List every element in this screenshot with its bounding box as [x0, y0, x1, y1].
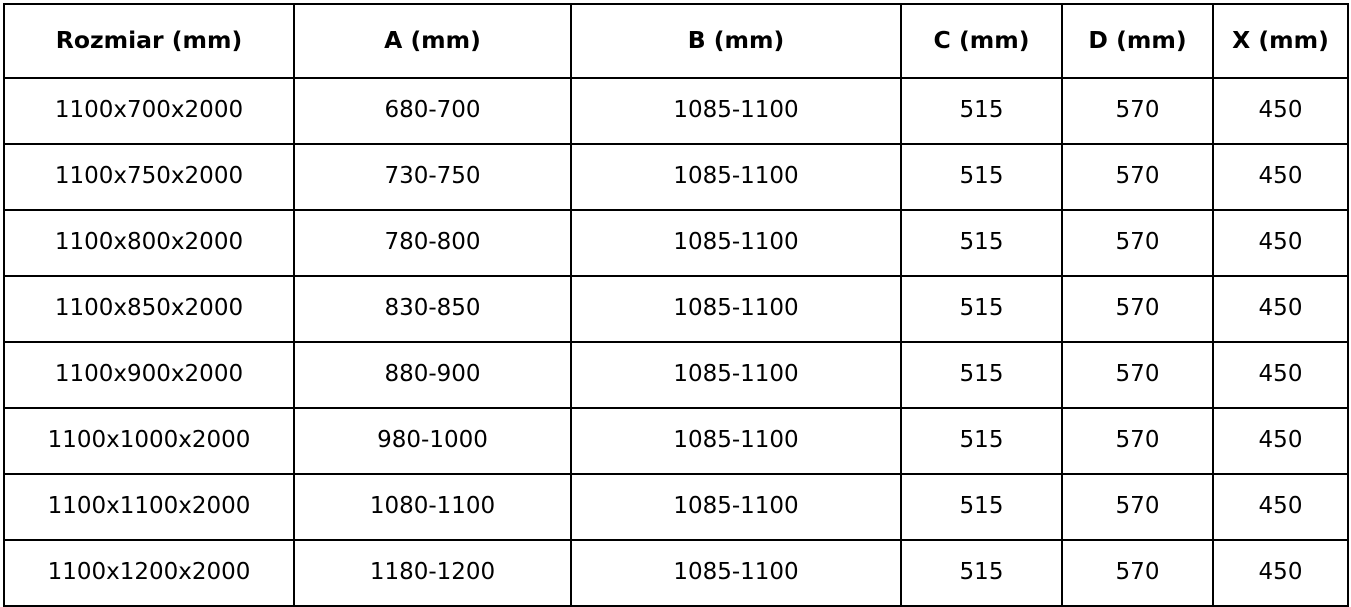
cell-x: 450	[1213, 474, 1348, 540]
cell-d: 570	[1062, 276, 1213, 342]
cell-b: 1085-1100	[571, 78, 901, 144]
specification-table	[3, 3, 1349, 607]
cell-b: 1085-1100	[571, 144, 901, 210]
cell-x: 450	[1213, 342, 1348, 408]
cell-c: 515	[901, 342, 1062, 408]
cell-b: 1085-1100	[571, 276, 901, 342]
cell-x: 450	[1213, 540, 1348, 606]
cell-b: 1085-1100	[571, 408, 901, 474]
cell-c: 515	[901, 540, 1062, 606]
table-row	[4, 144, 1348, 210]
cell-c: 515	[901, 210, 1062, 276]
cell-rozmiar: 1100x1200x2000	[4, 540, 294, 606]
cell-a: 880-900	[294, 342, 571, 408]
cell-d: 570	[1062, 210, 1213, 276]
cell-a: 830-850	[294, 276, 571, 342]
cell-rozmiar: 1100x900x2000	[4, 342, 294, 408]
cell-c: 515	[901, 78, 1062, 144]
cell-d: 570	[1062, 540, 1213, 606]
cell-d: 570	[1062, 408, 1213, 474]
cell-b: 1085-1100	[571, 210, 901, 276]
cell-x: 450	[1213, 144, 1348, 210]
cell-rozmiar: 1100x850x2000	[4, 276, 294, 342]
table-row	[4, 408, 1348, 474]
cell-a: 1180-1200	[294, 540, 571, 606]
table-row	[4, 210, 1348, 276]
cell-x: 450	[1213, 276, 1348, 342]
table-row	[4, 78, 1348, 144]
cell-b: 1085-1100	[571, 342, 901, 408]
cell-rozmiar: 1100x700x2000	[4, 78, 294, 144]
cell-d: 570	[1062, 474, 1213, 540]
column-header-rozmiar: Rozmiar (mm)	[4, 4, 294, 78]
column-header-x: X (mm)	[1213, 4, 1348, 78]
column-header-b: B (mm)	[571, 4, 901, 78]
table-header	[4, 4, 1348, 78]
cell-rozmiar: 1100x750x2000	[4, 144, 294, 210]
cell-rozmiar: 1100x1000x2000	[4, 408, 294, 474]
cell-a: 730-750	[294, 144, 571, 210]
table-row	[4, 474, 1348, 540]
cell-rozmiar: 1100x1100x2000	[4, 474, 294, 540]
column-header-d: D (mm)	[1062, 4, 1213, 78]
table-row	[4, 276, 1348, 342]
cell-a: 680-700	[294, 78, 571, 144]
cell-x: 450	[1213, 210, 1348, 276]
cell-x: 450	[1213, 408, 1348, 474]
cell-a: 780-800	[294, 210, 571, 276]
cell-b: 1085-1100	[571, 474, 901, 540]
cell-d: 570	[1062, 144, 1213, 210]
cell-d: 570	[1062, 342, 1213, 408]
cell-c: 515	[901, 276, 1062, 342]
table-header-row	[4, 4, 1348, 78]
column-header-a: A (mm)	[294, 4, 571, 78]
table-row	[4, 342, 1348, 408]
cell-rozmiar: 1100x800x2000	[4, 210, 294, 276]
column-header-c: C (mm)	[901, 4, 1062, 78]
cell-d: 570	[1062, 78, 1213, 144]
cell-c: 515	[901, 408, 1062, 474]
cell-c: 515	[901, 144, 1062, 210]
cell-a: 1080-1100	[294, 474, 571, 540]
cell-b: 1085-1100	[571, 540, 901, 606]
table-body	[4, 78, 1348, 606]
cell-c: 515	[901, 474, 1062, 540]
cell-a: 980-1000	[294, 408, 571, 474]
table-row	[4, 540, 1348, 606]
cell-x: 450	[1213, 78, 1348, 144]
